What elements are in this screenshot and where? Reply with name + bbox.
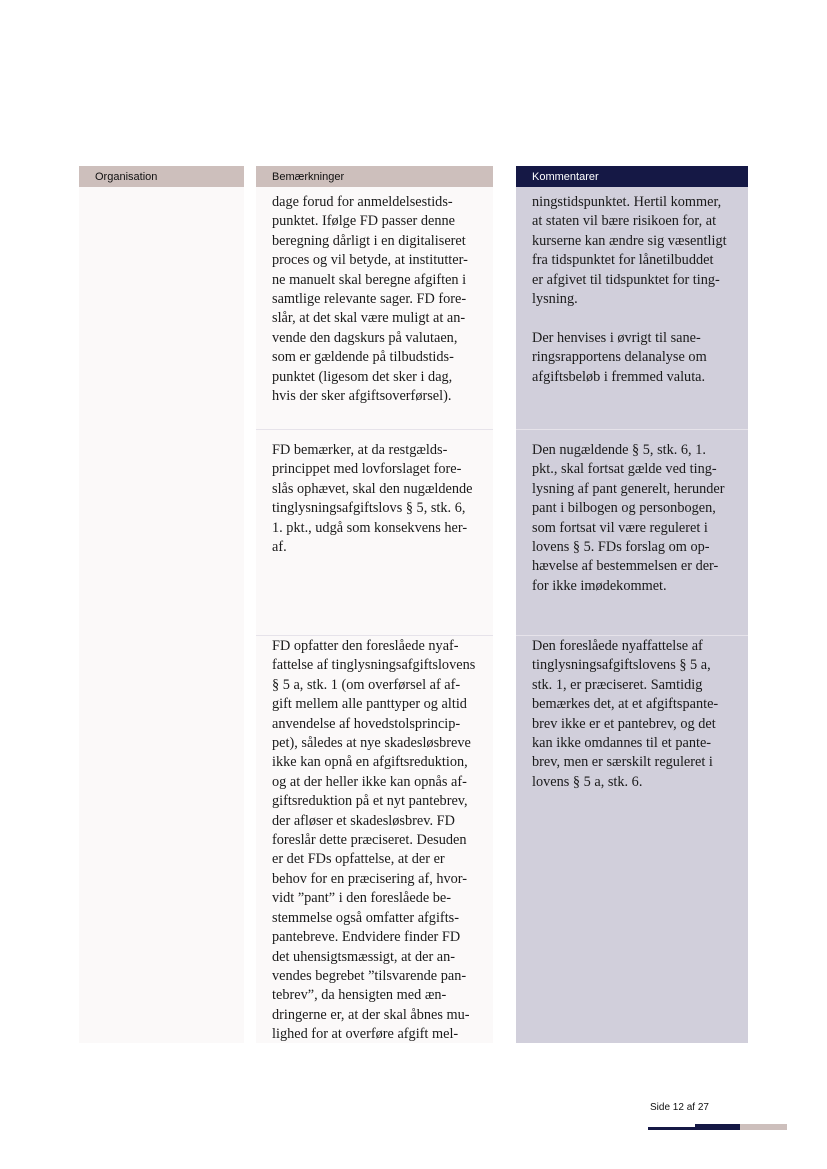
remark-cell-2: FD bemærker, at da restgælds- princippet med lovforslaget fore- slås ophævet, skal den nugældende tinglysningsafgiftslovs § 5, stk. 6, 1. pkt., udgå som konsekvens her- af. — [272, 442, 473, 556]
organisation-header: Organisation — [79, 166, 244, 187]
organisation-column — [79, 166, 244, 1043]
comments-column — [516, 166, 748, 1043]
remarks-column — [256, 166, 493, 1043]
comments-header: Kommentarer — [516, 166, 748, 187]
comment-cell-1: ningstidspunktet. Hertil kommer, at staten vil bære risikoen for, at kurserne kan ændre sig væsentligt fra tidspunktet for lånetilbuddet er afgivet til tidspunktet for ting- lysning. Der henvises i øvrigt til sane- ringsrapportens delanalyse om afgiftsbeløb i fremmed valuta. — [532, 194, 727, 385]
organisation-column-body — [79, 187, 244, 1043]
footer-bar-segment — [648, 1127, 695, 1130]
row-divider — [516, 635, 748, 636]
row-divider — [256, 635, 493, 636]
remarks-column-body — [256, 187, 493, 1043]
remarks-header: Bemærkninger — [256, 166, 493, 187]
row-divider — [516, 429, 748, 430]
remark-cell-1: dage forud for anmeldelsestids- punktet. Ifølge FD passer denne beregning dårligt i en digitaliseret proces og vil betyde, at institutter- ne manuelt skal beregne afgiften i samtlige relevante sager. FD fore- slår, at det skal være muligt at an- vende den dagskurs på valutaen, som er gældende på tilbudstids- punktet (ligesom det sker i dag, hvis der sker afgiftsoverførsel). — [272, 194, 468, 405]
comments-column-body — [516, 187, 748, 1043]
remark-cell-3: FD opfatter den foreslåede nyaf- fattelse af tinglysningsafgiftslovens § 5 a, stk. 1 (om overførsel af af- gift mellem alle panttyper og altid anvendelse af hovedstolsprincip- pet), således at nye skadesløsbreve ikke kan opnå en afgiftsreduktion, og at der heller ikke kan opnås af- giftsreduktion på et nyt pantebrev, der afløser et skadesløsbrev. FD foreslår dette præciseret. Desuden er det FDs opfattelse, at der er behov for en præcisering af, hvor- vidt ”pant” i den foreslåede be- stemmelse også omfatter afgifts- pantebreve. Endvidere finder FD det uhensigtsmæssigt, at der an- vendes begrebet ”tilsvarende pan- tebrev”, da hensigten med æn- dringerne er, at der skal åbnes mu- lighed for at overføre afgift mel- — [272, 638, 476, 1043]
comment-cell-3: Den foreslåede nyaffattelse af tinglysningsafgiftslovens § 5 a, stk. 1, er præciseret. Samtidig bemærkes det, at et afgiftspante- brev ikke er et pantebrev, og det kan ikke omdannes til et pante- brev, men er særskilt reguleret i lovens § 5 a, stk. 6. — [532, 638, 719, 790]
footer-bar-segment — [740, 1124, 787, 1130]
page-number: Side 12 af 27 — [650, 1102, 709, 1113]
row-divider — [256, 429, 493, 430]
comment-cell-2: Den nugældende § 5, stk. 6, 1. pkt., skal fortsat gælde ved ting- lysning af pant generelt, herunder pant i bilbogen og personbogen, som fortsat vil være reguleret i lovens § 5. FDs forslag om op- hævelse af bestemmelsen er der- for ikke imødekommet. — [532, 442, 725, 594]
footer-bar-segment — [695, 1124, 740, 1130]
